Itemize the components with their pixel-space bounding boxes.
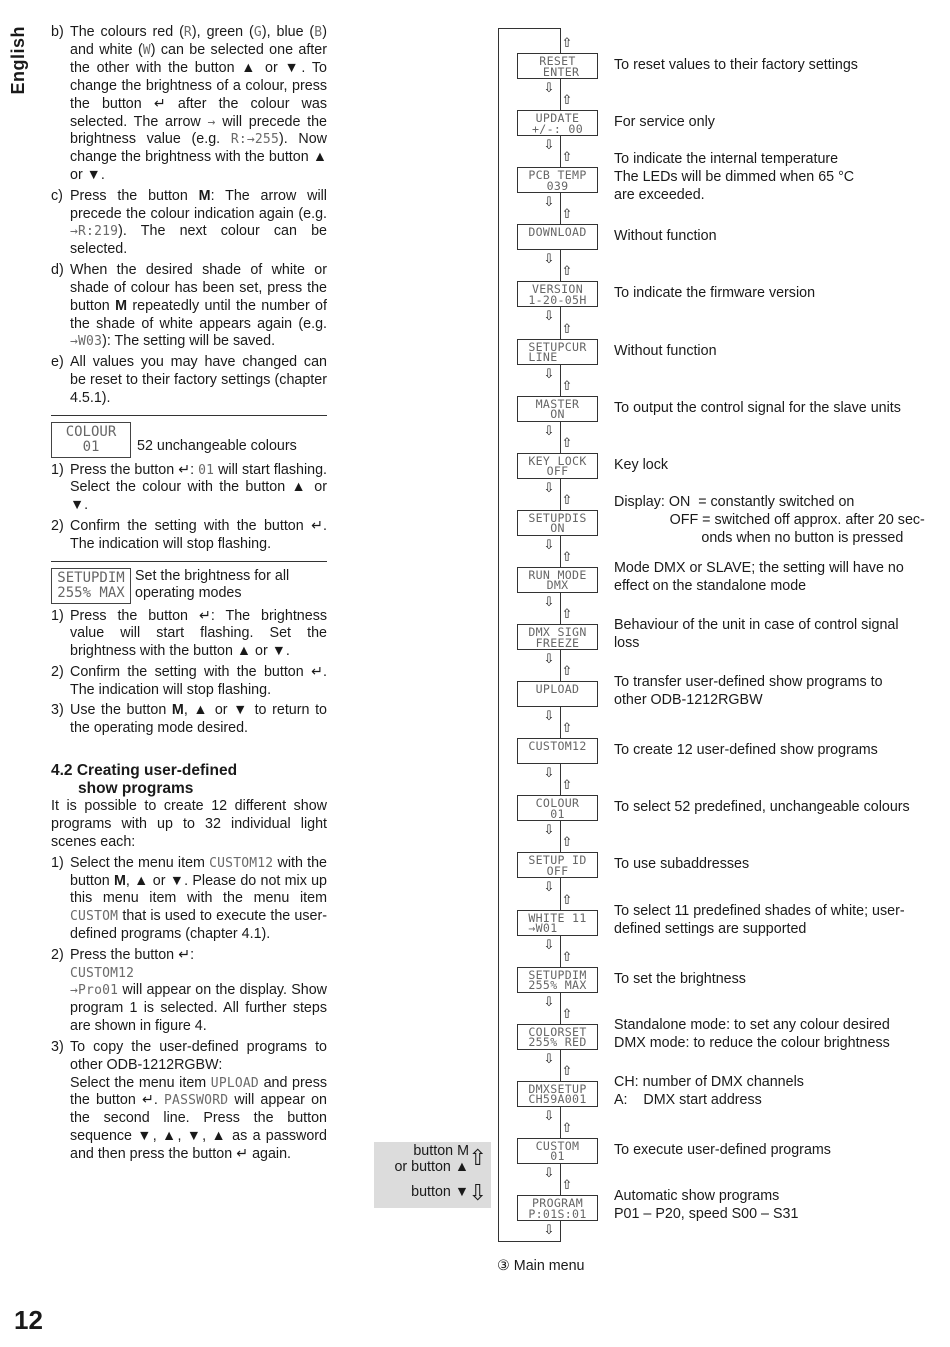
list-item bbox=[51, 664, 327, 700]
lcd-line-1: SETUPDIM bbox=[528, 967, 587, 982]
arrow-down-icon: ⇩ bbox=[543, 195, 555, 211]
list-item-text bbox=[70, 462, 327, 516]
lcd-text: →W03 bbox=[70, 334, 103, 350]
list-item-label: 2) bbox=[51, 517, 64, 534]
lcd-line-2: +/-: 00 bbox=[532, 121, 583, 136]
arrow-up-icon: ⇧ bbox=[561, 207, 573, 223]
list-item-text bbox=[70, 188, 327, 260]
arrow-up-icon: ⇧ bbox=[561, 549, 573, 565]
lcd-line-1: DMX SIGN bbox=[528, 625, 587, 639]
lcd-line-2: DMX bbox=[546, 578, 569, 593]
arrow-down-icon: ⇩ bbox=[468, 1180, 487, 1205]
arrow-up-icon: ⇧ bbox=[561, 1178, 573, 1193]
lcd-text: →R:219 bbox=[70, 224, 119, 240]
text-run: will appear on the display. Show program 1 is selected. All further steps are shown in figure 4. bbox=[70, 982, 327, 1035]
text-run: will start flashing. Select the colour with the button ▲ or ▼. bbox=[70, 461, 327, 514]
colour-lcd-description: 52 unchangeable colours bbox=[137, 437, 297, 454]
setupdim-lcd-description: Set the brightness for all operating modes bbox=[135, 567, 290, 602]
lcd-line-2: ENTER bbox=[535, 64, 580, 79]
list-item-label: 2) bbox=[51, 946, 64, 963]
button-name: M bbox=[114, 872, 126, 889]
lcd-line-2: 1-20-05H bbox=[528, 292, 587, 307]
lcd-line-2: 01 bbox=[550, 806, 565, 821]
list-item bbox=[51, 608, 327, 662]
list-item bbox=[51, 702, 327, 738]
lcd-line-1: WHITE 11 bbox=[528, 910, 587, 925]
arrow-up-icon: ⇧ bbox=[561, 93, 573, 109]
list-item bbox=[51, 262, 327, 352]
lcd-line-1: SETUPDIM bbox=[57, 569, 125, 586]
text-run: will precede the brightness value (e.g. bbox=[70, 113, 328, 148]
text-run: Use the button bbox=[70, 702, 172, 719]
list-item-text bbox=[70, 1039, 327, 1164]
lcd-text: CUSTOM12 bbox=[70, 965, 135, 981]
menu-lcd-box bbox=[517, 396, 598, 422]
menu-lcd-box bbox=[517, 738, 598, 764]
text-run: Press the button ↵: The brightness value will start flashing. Set the brightness with the button ▲ or ▼. bbox=[70, 607, 327, 660]
language-tab: English bbox=[8, 26, 28, 95]
text-run: with the button bbox=[70, 854, 327, 889]
list-item bbox=[51, 462, 327, 516]
setupdim-steps bbox=[51, 608, 327, 738]
text-run: that is used to execute the user-defined programs (chapter 4.1). bbox=[70, 908, 327, 943]
button-name: M bbox=[171, 702, 184, 719]
lcd-text: R:→255 bbox=[230, 132, 279, 148]
text-run: Select the menu item bbox=[70, 1074, 211, 1091]
arrow-down-icon: ⇩ bbox=[543, 1108, 555, 1124]
menu-item-description: To create 12 user-defined show programs bbox=[614, 742, 878, 759]
arrow-up-icon: ⇧ bbox=[561, 321, 573, 337]
arrow-up-icon: ⇧ bbox=[468, 1145, 487, 1170]
menu-lcd-box bbox=[517, 167, 598, 193]
text-run: Confirm the setting with the button ↵. The indication will stop flashing. bbox=[70, 517, 327, 552]
text-run: and press the button ↵. bbox=[70, 1074, 327, 1109]
menu-item-description: To output the control signal for the slave units bbox=[614, 399, 901, 416]
lcd-text: B bbox=[314, 25, 323, 40]
text-run: , ▲ or ▼ to return to the operating mode desired. bbox=[70, 702, 327, 736]
list-item-label: 3) bbox=[51, 702, 64, 719]
lcd-line-2: 039 bbox=[546, 178, 569, 193]
lcd-line-2: 01 bbox=[550, 1149, 565, 1164]
arrow-down-icon: ⇩ bbox=[543, 81, 555, 96]
arrow-down-icon: ⇩ bbox=[543, 937, 555, 953]
menu-lcd-box bbox=[517, 224, 598, 250]
lcd-text: PASSWORD bbox=[164, 1093, 229, 1109]
menu-lcd-box bbox=[517, 1195, 598, 1221]
setupdim-lcd-display bbox=[51, 568, 131, 604]
menu-item-description: Behaviour of the unit in case of control signal loss bbox=[614, 617, 899, 651]
arrow-up-icon: ⇧ bbox=[561, 492, 573, 508]
colour-lcd-display bbox=[51, 422, 131, 458]
list-item-text bbox=[70, 354, 327, 408]
text-run: When the desired shade of white or shade of colour has been set, press the button bbox=[70, 261, 327, 314]
text-run: ): The setting will be saved. bbox=[102, 333, 276, 350]
menu-item-description: To select 52 predefined, unchangeable colours bbox=[614, 799, 910, 816]
arrow-up-icon: ⇧ bbox=[561, 150, 573, 166]
menu-item-description: To execute user-defined programs bbox=[614, 1141, 831, 1158]
text-run: ) can be selected one after the other with the button ▲ or ▼. To change the brightness of a colour, press the button ↵ after the colour was selected. The arrow bbox=[70, 41, 327, 130]
lcd-line-2: FREEZE bbox=[535, 635, 580, 650]
arrow-down-icon: ⇩ bbox=[543, 594, 555, 610]
lcd-line-2: OFF bbox=[546, 464, 569, 479]
menu-lcd-box bbox=[517, 1081, 598, 1107]
page-number-text: 12 bbox=[14, 1305, 43, 1335]
lcd-line-1: COLOUR bbox=[65, 423, 117, 440]
arrow-down-icon: ⇩ bbox=[543, 1223, 555, 1238]
text-run: repeatedly until the number of the shade of white appears again (e.g. bbox=[70, 297, 327, 332]
button-name: M bbox=[198, 187, 211, 204]
figure-caption: ③ Main menu bbox=[497, 1258, 585, 1274]
lcd-text: R bbox=[183, 25, 192, 40]
arrow-down-icon: ⇩ bbox=[543, 1051, 555, 1067]
menu-lcd-box bbox=[517, 110, 598, 136]
menu-lcd-box bbox=[517, 795, 598, 821]
lcd-text: UPLOAD bbox=[210, 1075, 259, 1091]
list-item-text bbox=[70, 664, 327, 700]
menu-lcd-box bbox=[517, 510, 598, 536]
text-run: : The arrow will precede the colour indication again (e.g. bbox=[70, 187, 327, 222]
legend-up-line-1: button M bbox=[413, 1143, 469, 1159]
list-item bbox=[51, 947, 327, 1037]
arrow-down-icon: ⇩ bbox=[543, 309, 555, 325]
lcd-line-2: ON bbox=[550, 407, 565, 422]
arrow-down-icon: ⇩ bbox=[543, 537, 555, 553]
list-item-text bbox=[70, 947, 327, 1037]
menu-lcd-box bbox=[517, 967, 598, 993]
menu-item-description: For service only bbox=[614, 114, 715, 131]
lcd-line-2: →W01 bbox=[528, 921, 587, 935]
menu-item-description: To use subaddresses bbox=[614, 856, 750, 873]
lcd-line-1: SETUP ID bbox=[528, 853, 587, 868]
arrow-down-icon: ⇩ bbox=[543, 994, 555, 1010]
lcd-line-2: 255% RED bbox=[528, 1035, 587, 1050]
lcd-line-2: ON bbox=[550, 521, 565, 536]
arrow-up-icon: ⇧ bbox=[561, 1120, 573, 1136]
setupdim-lcd-row bbox=[51, 568, 327, 604]
arrow-down-icon: ⇩ bbox=[543, 709, 555, 725]
button-name: M bbox=[115, 297, 128, 314]
menu-lcd-box bbox=[517, 852, 598, 878]
menu-lcd-box bbox=[517, 281, 598, 307]
section-intro: It is possible to create 12 different show programs with up to 32 individual light scenes each: bbox=[51, 797, 327, 850]
lcd-text: 01 bbox=[198, 462, 215, 478]
colour-steps bbox=[51, 462, 327, 554]
menu-lcd-box bbox=[517, 624, 598, 650]
arrow-down-icon: ⇩ bbox=[543, 138, 555, 154]
menu-item-description: Mode DMX or SLAVE; the setting will have no effect on the standalone mode bbox=[614, 560, 904, 594]
list-item-label: e) bbox=[51, 353, 64, 370]
list-item-label: 2) bbox=[51, 663, 64, 680]
text-run: ), green ( bbox=[191, 24, 254, 40]
list-item-text bbox=[70, 608, 327, 662]
lcd-line-1: COLOUR bbox=[535, 796, 580, 811]
menu-lcd-box bbox=[517, 681, 598, 707]
menu-lcd-box bbox=[517, 453, 598, 479]
lcd-text: → bbox=[207, 114, 216, 130]
text-run: All values you may have changed can be reset to their factory settings (chapter 4.5.1). bbox=[70, 353, 327, 406]
divider bbox=[51, 561, 327, 562]
menu-lcd-box bbox=[517, 1024, 598, 1050]
arrow-up-icon: ⇧ bbox=[561, 778, 573, 794]
lcd-line-1: DMXSETUP bbox=[528, 1081, 587, 1096]
arrow-up-icon: ⇧ bbox=[561, 664, 573, 680]
list-item bbox=[51, 354, 327, 408]
text-run: ). The next colour can be selected. bbox=[70, 223, 327, 258]
list-item bbox=[51, 24, 327, 185]
instruction-list-top bbox=[51, 24, 327, 408]
list-item-text bbox=[70, 518, 327, 554]
list-item-label: 1) bbox=[51, 854, 64, 871]
menu-item-description: Standalone mode: to set any colour desired DMX mode: to reduce the colour brightness bbox=[614, 1016, 890, 1051]
arrow-up-icon: ⇧ bbox=[561, 1006, 573, 1022]
menu-item-description: Without function bbox=[614, 342, 717, 359]
list-item bbox=[51, 855, 327, 945]
arrow-down-icon: ⇩ bbox=[543, 652, 555, 667]
text-run: ). Now change the brightness with the button ▲ or ▼. bbox=[70, 131, 328, 184]
arrow-down-icon: ⇩ bbox=[543, 1165, 555, 1181]
menu-item-description: To select 11 predefined shades of white; user- defined settings are supported bbox=[614, 902, 905, 937]
text-run: The colours red ( bbox=[70, 24, 184, 40]
arrow-up-icon: ⇧ bbox=[561, 721, 573, 737]
list-item-text bbox=[70, 24, 327, 185]
lcd-line-1: UPLOAD bbox=[535, 682, 580, 697]
menu-item-description: Automatic show programs P01 – P20, speed S00 – S31 bbox=[614, 1188, 799, 1222]
arrow-down-icon: ⇩ bbox=[543, 366, 555, 382]
lcd-line-2: 255% MAX bbox=[57, 584, 125, 601]
text-run: will appear on the second line. Press the button sequence ▼, ▲, ▼, ▲ as a password and then press the button ↵ again. bbox=[70, 1092, 327, 1163]
arrow-up-icon: ⇧ bbox=[561, 36, 573, 51]
lcd-line-1: KEY LOCK bbox=[528, 453, 587, 468]
lcd-line-1: VERSION bbox=[532, 282, 583, 297]
text-run: Press the button ↵: bbox=[70, 946, 195, 963]
lcd-line-1: MASTER bbox=[535, 396, 580, 411]
arrow-up-icon: ⇧ bbox=[561, 435, 573, 451]
list-item-label: 1) bbox=[51, 461, 64, 478]
menu-lcd-box bbox=[517, 1138, 598, 1164]
lcd-line-2: 01 bbox=[82, 438, 100, 455]
lcd-line-1: SETUPDIS bbox=[528, 510, 587, 525]
lcd-line-1: SETUPCUR bbox=[528, 339, 587, 354]
section-heading bbox=[51, 762, 327, 798]
lcd-text: CUSTOM12 bbox=[209, 855, 274, 871]
text-run: To copy the user-defined programs to other ODB-1212RGBW: bbox=[70, 1038, 327, 1073]
lcd-line-1: RESET bbox=[539, 54, 576, 68]
menu-item-description: Without function bbox=[614, 228, 717, 245]
lcd-line-1: COLORSET bbox=[528, 1024, 587, 1039]
menu-item-description: To transfer user-defined show programs to other ODB-1212RGBW bbox=[614, 674, 883, 709]
menu-item-description: To indicate the firmware version bbox=[614, 285, 816, 302]
arrow-up-icon: ⇧ bbox=[561, 835, 573, 851]
text-run: Confirm the setting with the button ↵. The indication will stop flashing. bbox=[70, 663, 327, 698]
list-item-text bbox=[70, 262, 327, 352]
list-item-text bbox=[70, 702, 327, 738]
lcd-line-1: DOWNLOAD bbox=[528, 225, 587, 240]
menu-item-description: CH: number of DMX channels A: DMX start address bbox=[614, 1073, 804, 1108]
lcd-text: W bbox=[142, 42, 151, 58]
arrow-down-icon: ⇩ bbox=[543, 766, 555, 782]
legend-up-line-2: or button ▲ bbox=[394, 1159, 469, 1175]
lcd-line-2: OFF bbox=[546, 863, 569, 878]
menu-item-description: To reset values to their factory settings bbox=[614, 57, 858, 74]
arrow-down-icon: ⇩ bbox=[543, 880, 555, 896]
arrow-legend bbox=[374, 1142, 491, 1208]
lcd-line-1: PCB TEMP bbox=[528, 168, 587, 183]
list-item-label: 3) bbox=[51, 1038, 64, 1055]
left-column bbox=[51, 24, 327, 1167]
page-number bbox=[14, 1305, 43, 1336]
menu-item-description: Key lock bbox=[614, 456, 669, 473]
menu-lcd-box bbox=[517, 910, 598, 936]
menu-item-description: To indicate the internal temperature The LEDs will be dimmed when 65 °C are exceeded. bbox=[614, 151, 855, 204]
menu-lcd-box bbox=[517, 339, 598, 365]
list-item-label: 1) bbox=[51, 607, 64, 624]
lcd-line-2: LINE bbox=[528, 350, 587, 364]
arrow-up-icon: ⇧ bbox=[561, 1063, 573, 1079]
lcd-line-1: CUSTOM bbox=[535, 1138, 580, 1153]
lcd-text: →Pro01 bbox=[70, 983, 119, 999]
lcd-line-2: 255% MAX bbox=[528, 978, 587, 993]
lcd-line-1: PROGRAM bbox=[532, 1196, 583, 1210]
lcd-text: CUSTOM bbox=[70, 909, 119, 925]
list-item bbox=[51, 1039, 327, 1164]
list-item bbox=[51, 188, 327, 260]
arrow-down-icon: ⇩ bbox=[543, 823, 555, 839]
heading-line-1: 4.2 Creating user-defined bbox=[51, 761, 238, 779]
lcd-line-2: CH59A001 bbox=[528, 1092, 587, 1107]
divider bbox=[51, 415, 327, 416]
heading-line-2: show programs bbox=[78, 779, 194, 797]
list-item-text bbox=[70, 855, 327, 945]
lcd-line-1: UPDATE bbox=[535, 111, 580, 126]
lcd-text: G bbox=[253, 25, 262, 40]
list-item-label: b) bbox=[51, 24, 64, 40]
lcd-line-1: CUSTOM12 bbox=[528, 739, 587, 754]
arrow-up-icon: ⇧ bbox=[561, 949, 573, 965]
list-item bbox=[51, 518, 327, 554]
legend-down: button ▼ bbox=[411, 1184, 469, 1200]
menu-item-description: Display: ON = constantly switched on OFF = switched off approx. after 20 sec- onds when no button is pressed bbox=[614, 493, 925, 546]
arrow-up-icon: ⇧ bbox=[561, 378, 573, 394]
menu-lcd-box bbox=[517, 53, 598, 79]
arrow-up-icon: ⇧ bbox=[561, 607, 573, 622]
text-run: Press the button bbox=[70, 187, 199, 204]
text-run: Select the menu item bbox=[70, 854, 210, 871]
text-run: , ▲ or ▼. Please do not mix up this menu item with the menu item bbox=[70, 872, 327, 907]
lcd-line-1: RUN MODE bbox=[528, 567, 587, 582]
text-run: ), blue ( bbox=[261, 24, 315, 40]
arrow-down-icon: ⇩ bbox=[543, 423, 555, 439]
arrow-down-icon: ⇩ bbox=[543, 252, 555, 268]
lcd-line-2: P:01S:01 bbox=[528, 1206, 587, 1221]
section-steps bbox=[51, 855, 327, 1164]
text-run: Press the button ↵: bbox=[70, 461, 199, 478]
list-item-label: d) bbox=[51, 261, 64, 278]
list-item-label: c) bbox=[51, 187, 63, 204]
text-run: ) and white ( bbox=[70, 24, 327, 58]
arrow-up-icon: ⇧ bbox=[561, 892, 573, 908]
menu-item-description: To set the brightness bbox=[614, 970, 746, 987]
arrow-up-icon: ⇧ bbox=[561, 264, 573, 280]
arrow-down-icon: ⇩ bbox=[543, 480, 555, 496]
colour-lcd-row bbox=[51, 422, 327, 458]
menu-lcd-box bbox=[517, 567, 598, 593]
